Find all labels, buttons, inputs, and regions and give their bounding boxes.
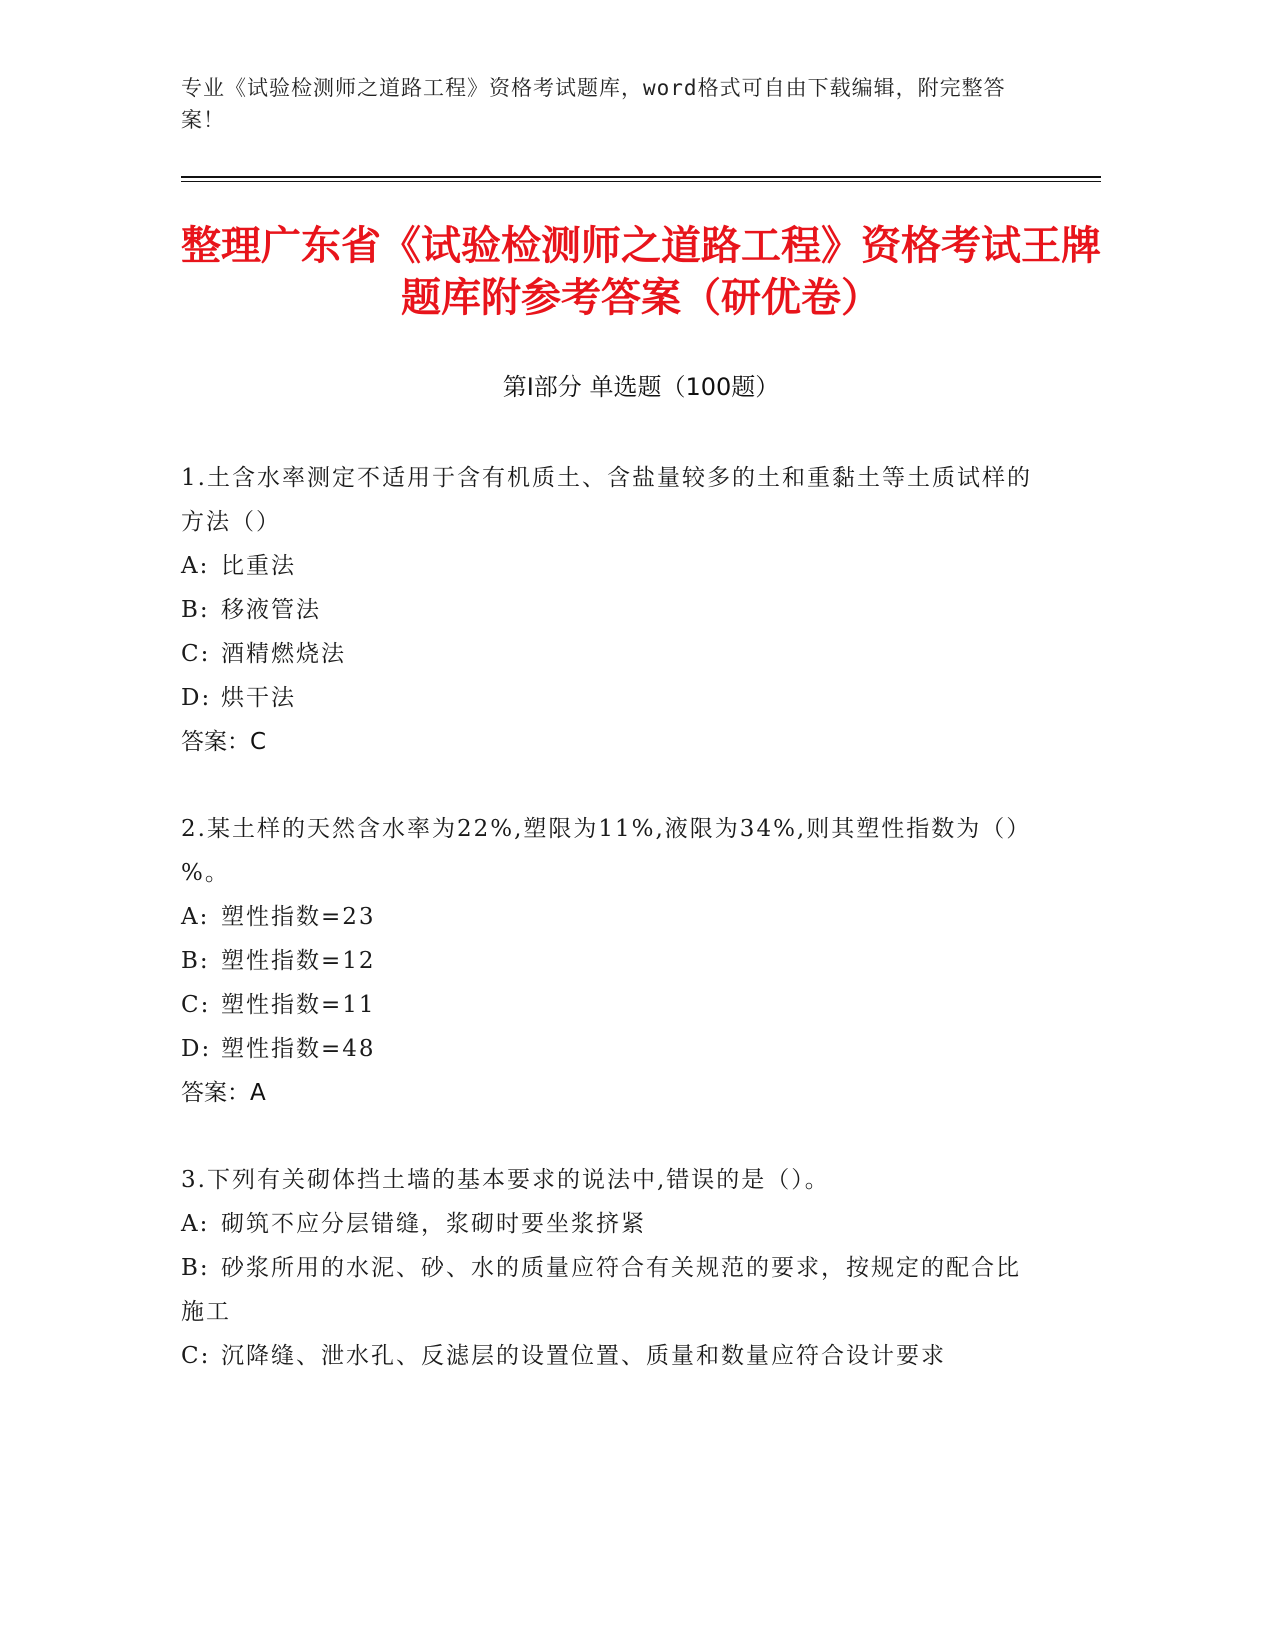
answer-line: 答案：C (181, 729, 267, 755)
option-c (181, 632, 1041, 676)
option-text: 砂浆所用的水泥、砂、水的质量应符合有关规范的要求，按规定的配合比施工 (181, 1255, 1021, 1325)
question-1 (181, 456, 1041, 764)
option-label: B: (181, 1255, 210, 1281)
answer-line: 答案：A (181, 1080, 266, 1106)
option-a (181, 544, 1041, 588)
option-b (181, 588, 1041, 632)
option-text: 砌筑不应分层错缝，浆砌时要坐浆挤紧 (221, 1211, 646, 1237)
option-label: D: (181, 685, 212, 711)
question-2 (181, 807, 1041, 1115)
option-text: 塑性指数=23 (221, 904, 376, 930)
option-c (181, 1334, 1041, 1378)
header-rule-thin (181, 181, 1101, 182)
option-label: D: (181, 1036, 212, 1062)
option-text: 塑性指数=11 (221, 992, 376, 1018)
option-label: C: (181, 992, 211, 1018)
question-list (181, 456, 1041, 1421)
option-a (181, 895, 1041, 939)
option-label: B: (181, 597, 210, 623)
option-b (181, 1246, 1041, 1334)
question-stem: 1.土含水率测定不适用于含有机质土、含盐量较多的土和重黏土等土质试样的方法（） (181, 465, 1032, 535)
option-a (181, 1202, 1041, 1246)
option-c (181, 983, 1041, 1027)
option-text: 塑性指数=48 (221, 1036, 376, 1062)
option-b (181, 939, 1041, 983)
option-text: 移液管法 (221, 597, 321, 623)
header-rule-thick (181, 176, 1101, 178)
option-text: 塑性指数=12 (221, 948, 376, 974)
question-stem: 3.下列有关砌体挡土墙的基本要求的说法中,错误的是（）。 (181, 1167, 830, 1193)
question-3 (181, 1158, 1041, 1378)
option-text: 烘干法 (221, 685, 296, 711)
option-text: 酒精燃烧法 (221, 641, 346, 667)
option-label: A: (181, 553, 210, 579)
option-label: C: (181, 1343, 211, 1369)
option-text: 比重法 (221, 553, 296, 579)
header-note: 专业《试验检测师之道路工程》资格考试题库，word格式可自由下载编辑，附完整答案！ (181, 76, 1006, 132)
option-label: B: (181, 948, 210, 974)
question-stem: 2.某土样的天然含水率为22%,塑限为11%,液限为34%,则其塑性指数为（）%。 (181, 816, 1032, 886)
option-label: C: (181, 641, 211, 667)
option-d (181, 676, 1041, 720)
option-d (181, 1027, 1041, 1071)
option-text: 沉降缝、泄水孔、反滤层的设置位置、质量和数量应符合设计要求 (221, 1343, 946, 1369)
section-title: 第Ⅰ部分 单选题（100题） (502, 373, 780, 401)
document-title: 整理广东省《试验检测师之道路工程》资格考试王牌题库附参考答案（研优卷） (181, 223, 1101, 321)
option-label: A: (181, 1211, 210, 1237)
option-label: A: (181, 904, 210, 930)
